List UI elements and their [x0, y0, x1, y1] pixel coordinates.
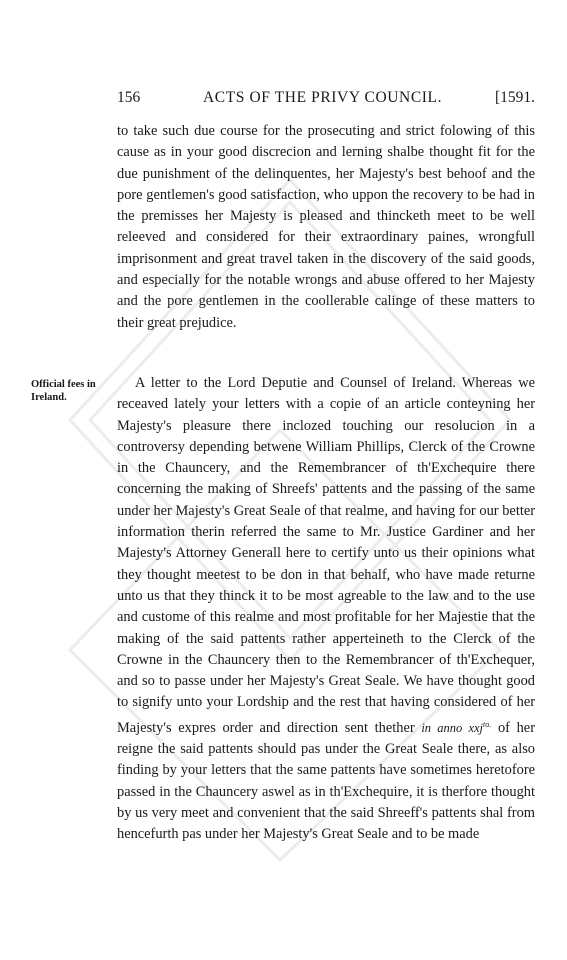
page-number: 156 — [117, 89, 141, 106]
paragraph-letter-ireland — [117, 373, 535, 846]
running-title: ACTS OF THE PRIVY COUNCIL. — [203, 89, 443, 106]
paragraph-text-part1: A letter to the Lord Deputie and Counsel of Ireland. Whereas we receaved lately your letters with a copie of an article conteyning her Majesty's pleasure there inclozed touching our resolucion in a controversy depending betwene William Phillips, Clerck of the Crowne in the Chauncery, and the Remembrancer of th'Exchequire there concerning the making of Shreefs' pattents and the passing of the same under her Majesty's Great Seale of that realme, and having for our better information therin referred the same to Mr. Justice Gardiner and her Majesty's Attorney Generall here to certify unto us their opinions what they thought meetest to be don in that behalf, who have made returne unto us that they thinck it to be most agreable to the law and to the use and custome of this realme and most profitable for her Majestie that the making of the said pattents rather apperteineth to the Clerck of the Crowne in the Chauncery then to the Remembrancer of th'Exchequer, and so to passe under her Majesty's Great Seale. We have thought good to signify unto your Lordship and the rest that having considered of her Majesty's expres order and direction sent thether — [117, 375, 535, 736]
margin-note: Official fees in Ireland. — [31, 379, 96, 403]
paragraph-text-part2: of her reigne the said pattents should pas under the Great Seale there, as also finding by your letters that the same pattents have sometimes heretofore passed in the Chauncery aswel as in th'Exchequire, it is therfore thought by us very meet and convenient that the said Shreeff's pattents shal from hencefurth pas under her Majesty's Great Seale and to be made — [117, 719, 535, 843]
running-header — [117, 89, 535, 113]
year-marker: [1591. — [494, 89, 535, 106]
superscript-suffix: to. — [483, 719, 492, 729]
paragraph-continued: to take such due course for the prosecuting and strict folowing of this cause as in your good discrecion and lerning shalbe thought fit for the due punishment of the delinquentes, her Majesty's best behoof and the pore gentlemen's good satisfaction, who uppon the recovery to be had in the premisses her Majesty is pleased and thincketh meet to be well releeved and considered for their extraordinary paines, wrongfull imprisonment and great travel taken in the discovery of the said goods, and especially for the notable wrongs and abuse offered to her Majesty and the pore gentlemen in the coollerable calinge of these matters to their great prejudice. — [117, 123, 535, 331]
italic-regnal-year: in anno xxj — [421, 720, 484, 735]
